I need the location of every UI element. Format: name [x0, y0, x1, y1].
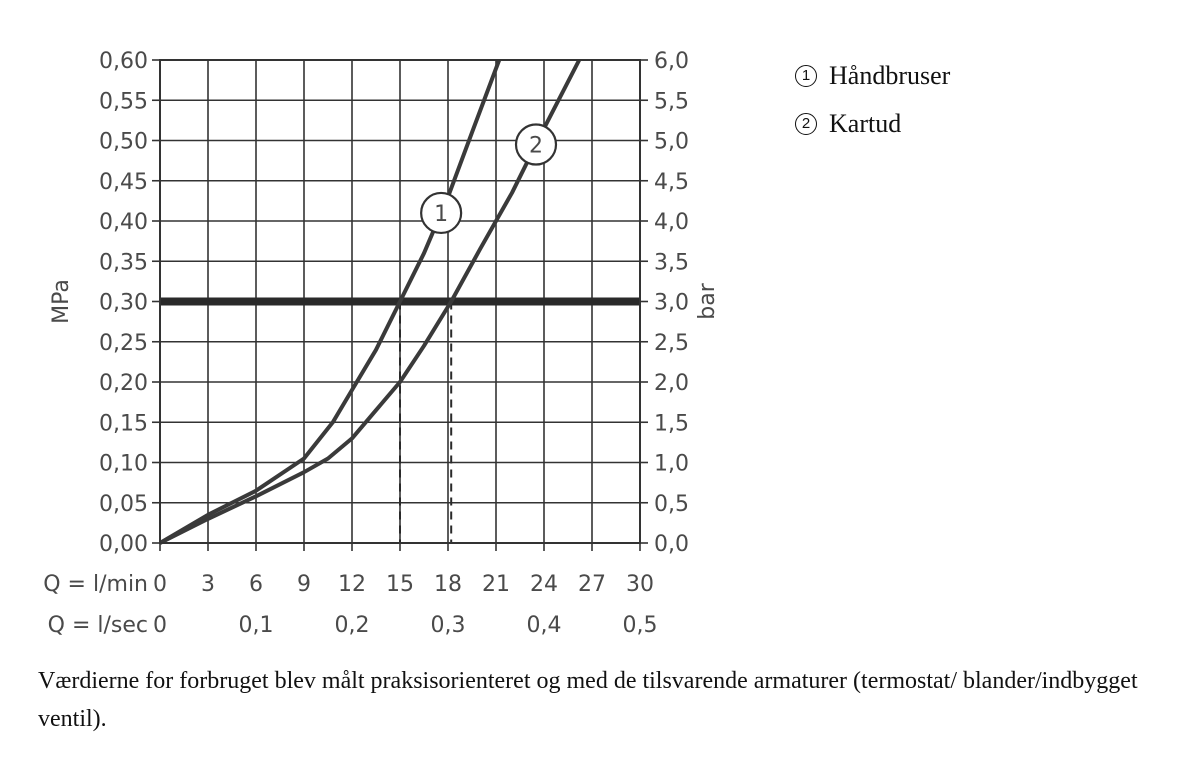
- y-axis-title-right: bar: [695, 283, 720, 320]
- legend: [795, 52, 950, 148]
- x-tick-label-lsec: 0,3: [430, 613, 466, 638]
- y-tick-label-left: 0,55: [99, 89, 148, 115]
- x-tick-label-lmin: 18: [434, 572, 462, 597]
- x-tick-label-lsec: 0,2: [334, 613, 370, 638]
- y-tick-label-right: 1,0: [654, 451, 689, 477]
- y-tick-label-right: 6,0: [654, 49, 689, 74]
- y-tick-label-right: 4,0: [654, 210, 689, 235]
- legend-item-handbruser: [795, 52, 950, 100]
- y-tick-label-right: 2,5: [654, 330, 689, 356]
- x-tick-label-lmin: 6: [249, 572, 263, 597]
- y-tick-label-right: 1,5: [654, 411, 689, 437]
- y-tick-label-right: 2,0: [654, 371, 689, 396]
- x-tick-label-lmin: 12: [338, 572, 366, 597]
- y-tick-label-right: 4,5: [654, 169, 689, 195]
- x-tick-label-lmin: 15: [386, 572, 414, 597]
- legend-label-handbruser: Håndbruser: [829, 61, 951, 90]
- x-tick-label-lmin: 27: [578, 572, 606, 597]
- x-tick-label-lsec: 0: [153, 613, 167, 638]
- x-tick-label-lmin: 24: [530, 572, 558, 597]
- y-tick-label-left: 0,05: [99, 491, 148, 517]
- y-tick-label-left: 0,15: [99, 411, 148, 437]
- x-tick-label-lsec: 0,1: [238, 613, 274, 638]
- y-tick-label-left: 0,25: [99, 330, 148, 356]
- y-axis-title-left: MPa: [49, 279, 74, 324]
- y-tick-label-right: 5,5: [654, 89, 689, 115]
- y-tick-label-left: 0,40: [99, 210, 148, 235]
- x-tick-label-lmin: 0: [153, 572, 167, 597]
- x-tick-label-lmin: 9: [297, 572, 311, 597]
- axis-labels: [43, 49, 720, 638]
- y-tick-label-left: 0,00: [99, 532, 148, 557]
- series-marker-label-1: 1: [434, 201, 449, 227]
- y-tick-label-right: 5,0: [654, 129, 689, 155]
- x-tick-label-lmin: 3: [201, 572, 215, 597]
- y-tick-label-right: 0,0: [654, 532, 689, 557]
- x-axis-title-lmin: Q = l/min: [43, 572, 148, 597]
- y-tick-label-left: 0,35: [99, 250, 148, 276]
- x-tick-label-lsec: 0,5: [622, 613, 658, 638]
- y-tick-label-left: 0,20: [99, 371, 148, 396]
- x-tick-label-lmin: 30: [626, 572, 654, 597]
- x-tick-label-lmin: 21: [482, 572, 510, 597]
- x-tick-label-lsec: 0,4: [526, 613, 562, 638]
- legend-marker-2: 2: [795, 113, 817, 135]
- y-tick-label-left: 0,50: [99, 129, 148, 155]
- y-tick-label-right: 3,0: [654, 290, 689, 316]
- caption: Værdierne for forbruget blev målt praksisorienteret og med de tilsvarende armaturer (termostat/ blander/indbygget ventil).: [38, 668, 1138, 732]
- y-tick-label-left: 0,30: [99, 290, 148, 316]
- x-axis-title-lsec: Q = l/sec: [47, 613, 148, 638]
- y-tick-label-left: 0,60: [99, 49, 148, 74]
- series-marker-label-2: 2: [529, 133, 543, 159]
- legend-item-kartud: [795, 100, 950, 148]
- y-tick-label-left: 0,10: [99, 451, 148, 477]
- y-tick-label-left: 0,45: [99, 169, 148, 195]
- legend-marker-1: 1: [795, 65, 817, 87]
- y-tick-label-right: 3,5: [654, 250, 689, 276]
- legend-label-kartud: Kartud: [829, 109, 902, 138]
- y-tick-label-right: 0,5: [654, 491, 689, 517]
